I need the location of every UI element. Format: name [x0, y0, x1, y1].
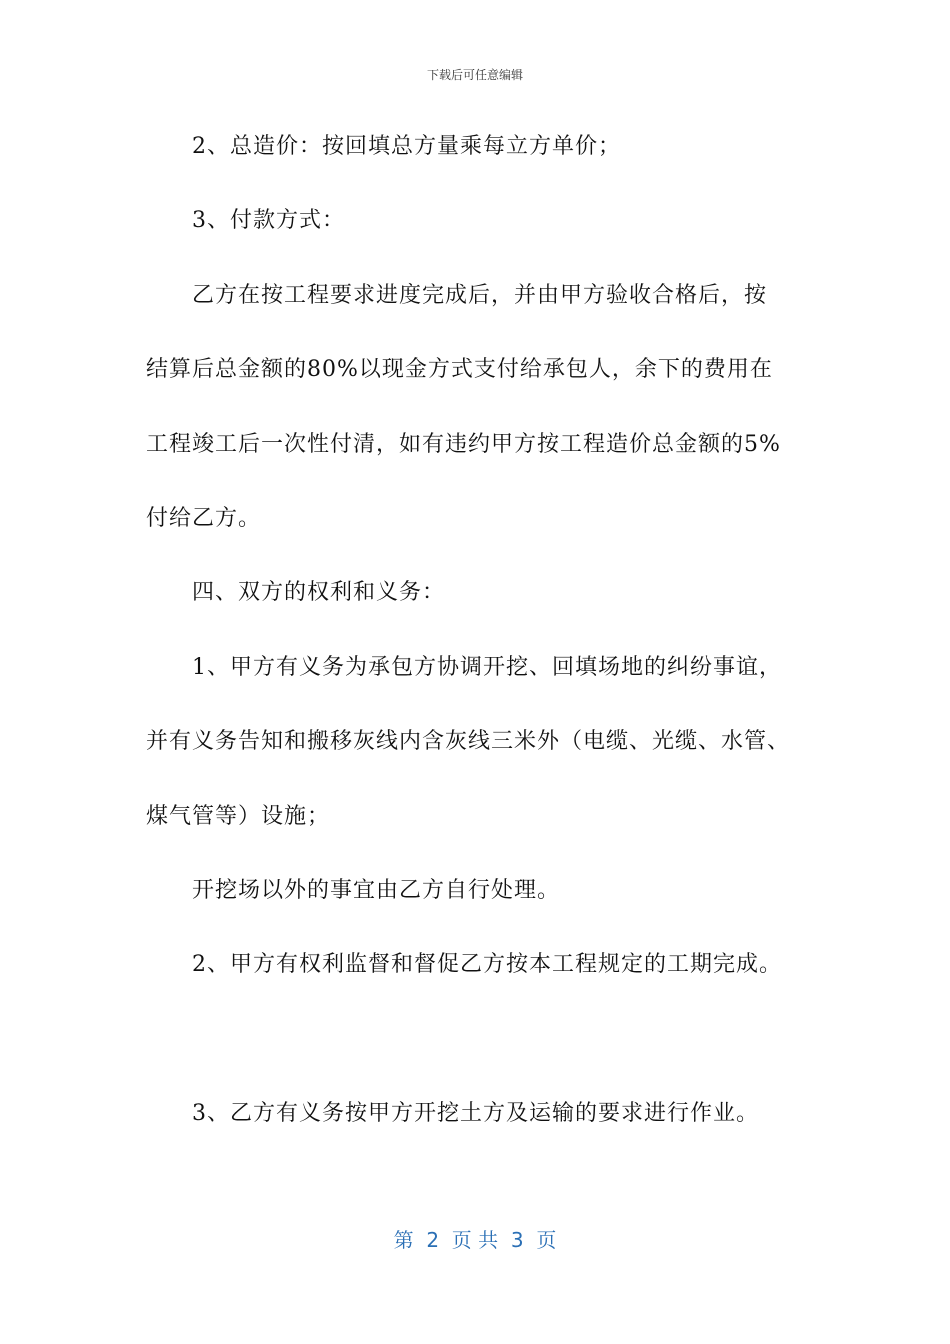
page-header: 下载后可任意编辑 — [426, 68, 523, 82]
paragraph-line: 1、甲方有义务为承包方协调开挖、回填场地的纠纷事谊， — [192, 655, 782, 680]
paragraph-line: 结算后总金额的80%以现金方式支付给承包人，余下的费用在 — [146, 357, 773, 382]
paragraph-line: 3、乙方有义务按甲方开挖土方及运输的要求进行作业。 — [192, 1101, 759, 1126]
paragraph-line: 3、付款方式： — [192, 208, 345, 233]
paragraph-line: 付给乙方。 — [146, 506, 262, 531]
paragraph-line: 乙方在按工程要求进度完成后，并由甲方验收合格后，按 — [192, 283, 768, 308]
paragraph-line: 煤气管等）设施； — [146, 804, 331, 829]
paragraph-line: 并有义务告知和搬移灰线内含灰线三米外（电缆、光缆、水管、 — [146, 729, 791, 754]
paragraph-line: 工程竣工后一次性付清，如有违约甲方按工程造价总金额的5% — [146, 432, 781, 457]
section-heading: 四、双方的权利和义务： — [192, 580, 446, 605]
paragraph-line: 2、总造价：按回填总方量乘每立方单价； — [192, 134, 621, 159]
paragraph-line: 开挖场以外的事宜由乙方自行处理。 — [192, 878, 561, 903]
paragraph-line: 2、甲方有权利监督和督促乙方按本工程规定的工期完成。 — [192, 952, 782, 977]
page-footer: 第 2 页 共 3 页 — [393, 1228, 557, 1252]
